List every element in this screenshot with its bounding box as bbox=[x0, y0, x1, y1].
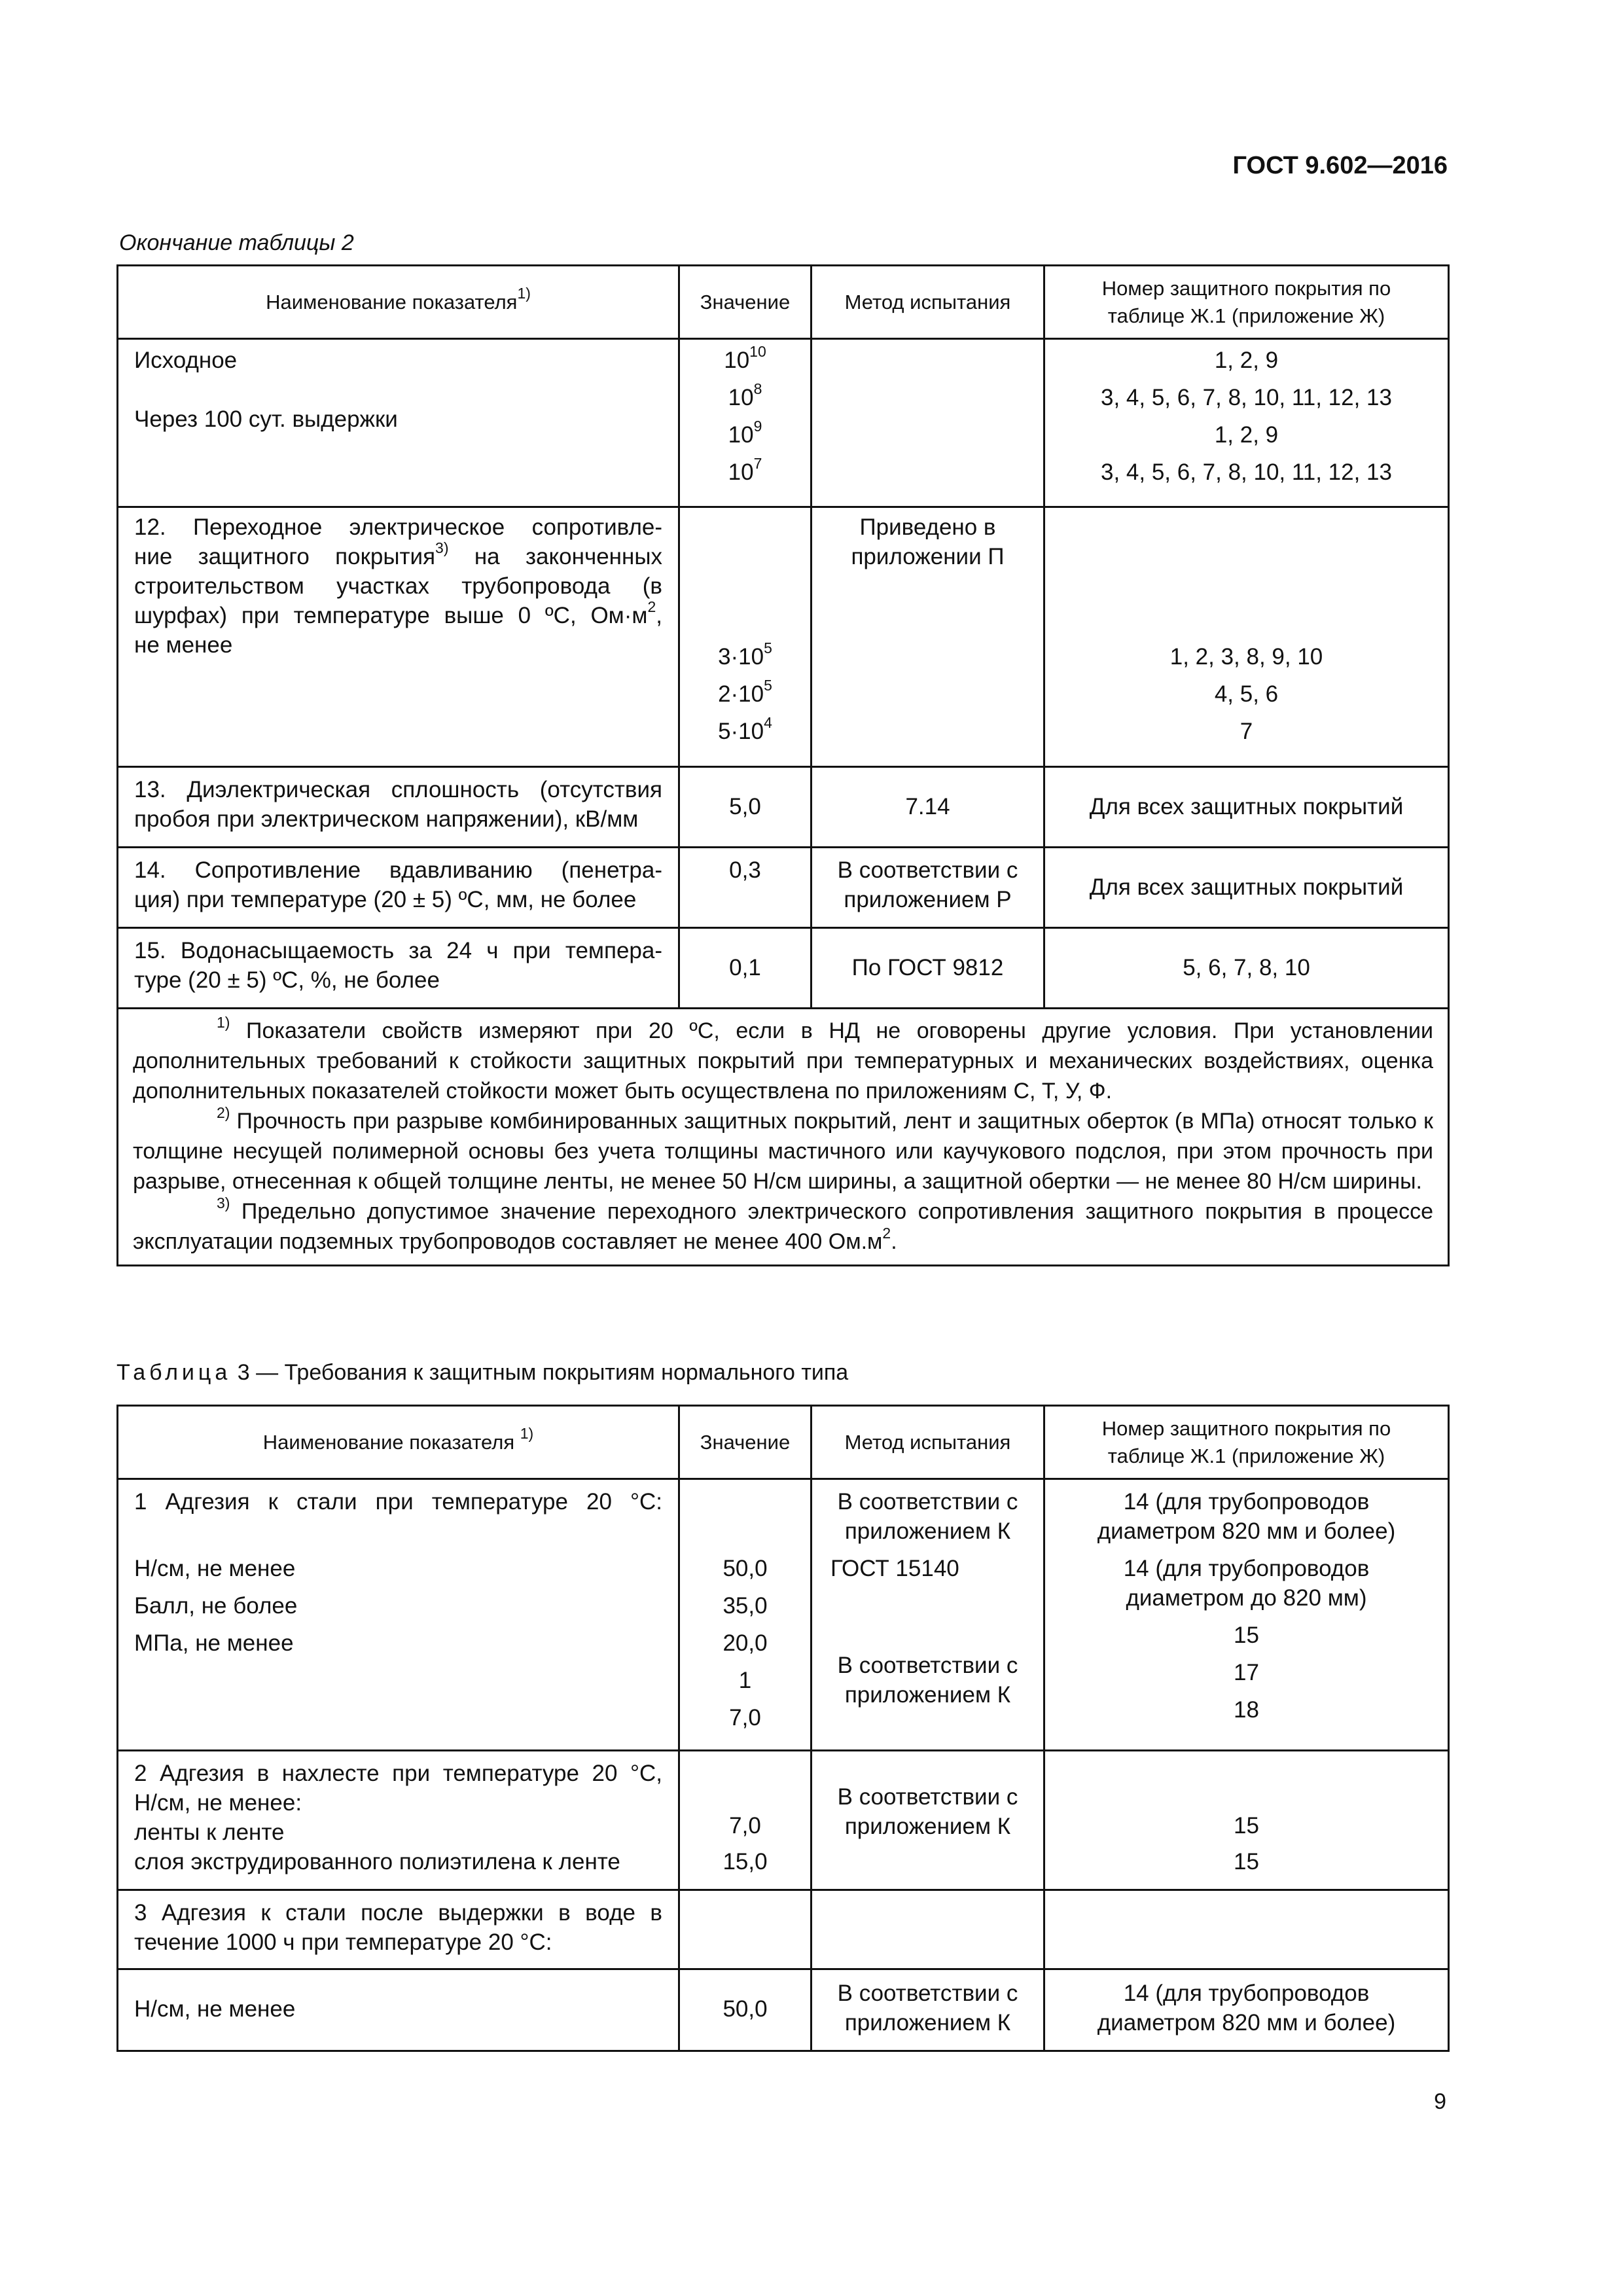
row-label: Н/см, не менее: bbox=[134, 1790, 302, 1816]
table-row bbox=[118, 507, 1449, 767]
standard-number: ГОСТ 9.602—2016 bbox=[1232, 152, 1448, 179]
value-cell: 35,0 bbox=[722, 1593, 768, 1619]
value-cell: $2\cdot 10^5$ bbox=[718, 677, 772, 707]
row-label: 13. Диэлектрическая сплошность (отсутствия bbox=[134, 777, 662, 802]
value-cell: $10^8$ bbox=[728, 380, 762, 410]
table-2 bbox=[116, 264, 1450, 1266]
method-cell: приложении П bbox=[851, 544, 1005, 569]
method-cell: приложением К bbox=[844, 1814, 1011, 1839]
value-cell: 0,1 bbox=[729, 955, 761, 980]
coating-cell: 15 bbox=[1234, 1849, 1259, 1874]
table-row bbox=[118, 928, 1449, 1009]
coating-cell: 3, 4, 5, 6, 7, 8, 10, 11, 12, 13 bbox=[1101, 385, 1392, 410]
coating-cell: диаметром 820 мм и более) bbox=[1097, 1518, 1396, 1544]
row-label: 2 Адгезия в нахлесте при температуре 20 °С, bbox=[134, 1761, 662, 1786]
header-value: Значение bbox=[679, 1406, 812, 1479]
coating-cell: диаметром до 820 мм) bbox=[1126, 1585, 1367, 1611]
method-cell: приложением К bbox=[844, 1518, 1011, 1544]
value-cell: 7,0 bbox=[729, 1813, 761, 1839]
value-cell: $10^7$ bbox=[728, 455, 762, 485]
coating-cell: Для всех защитных покрытий bbox=[1089, 794, 1404, 819]
method-cell: В соответствии с bbox=[837, 1653, 1018, 1678]
coating-cell: диаметром 820 мм и более) bbox=[1097, 2010, 1396, 2036]
row-label: Через 100 сут. выдержки bbox=[134, 406, 398, 432]
row-label: МПа, не менее bbox=[134, 1630, 294, 1656]
coating-cell: 4, 5, 6 bbox=[1214, 681, 1279, 707]
coating-cell: Для всех защитных покрытий bbox=[1089, 874, 1404, 900]
row-label: туре (20 ± 5) ºС, %, не более bbox=[134, 967, 440, 993]
row-label: 12. Переходное электрическое сопротивле- bbox=[134, 514, 662, 540]
value-cell: 7,0 bbox=[729, 1705, 761, 1731]
method-cell: В соответствии с bbox=[837, 1784, 1018, 1810]
method-cell: Приведено в bbox=[859, 514, 996, 540]
row-label: Н/см, не менее bbox=[134, 1556, 296, 1581]
coating-cell: 1, 2, 9 bbox=[1214, 422, 1279, 448]
coating-cell: 5, 6, 7, 8, 10 bbox=[1183, 955, 1310, 980]
coating-cell: 14 (для трубопроводов bbox=[1123, 1489, 1370, 1515]
row-label: 15. Водонасыщаемость за 24 ч при темпера- bbox=[134, 938, 662, 963]
row-label: 1 Адгезия к стали при температуре 20 °С: bbox=[134, 1489, 662, 1515]
row-label: слоя экструдированного полиэтилена к ленте bbox=[134, 1849, 620, 1874]
row-label: шурфах) при температуре выше 0 ºС, $Ом\cdot м^2$, bbox=[134, 598, 662, 628]
row-label: течение 1000 ч при температуре 20 °С: bbox=[134, 1929, 552, 1955]
value-cell: 50,0 bbox=[722, 1996, 768, 2022]
row-label: Исходное bbox=[134, 348, 238, 373]
header-indicator-name: Наименование показателя $^{1)}$ bbox=[118, 1406, 679, 1479]
footnote-2: $^{2)}$ Прочность при разрыве комбинированных защитных покрытий, лент и защитных оберток (в МПа) относят только к толщине несущей полимерной основы без учета толщины мастичного или каучукового подслоя, при этом прочность при разрыве, отнесенная к общей толщине ленты, не менее 50 Н/см ширины, а защитной обертки — не менее 80 Н/см ширины. bbox=[133, 1103, 1433, 1194]
table3-caption: Таблица 3 — Требования к защитным покрытиям нормального типа bbox=[116, 1360, 849, 1385]
table-row bbox=[118, 1969, 1449, 2051]
row-label: Н/см, не менее bbox=[134, 1996, 296, 2022]
value-cell: $10^{10}$ bbox=[724, 343, 766, 373]
method-cell: приложением К bbox=[844, 1682, 1011, 1708]
row-label: ние защитного покрытия$^{3)}$ на законченных bbox=[134, 539, 662, 569]
header-indicator-name: Наименование показателя$^{1)}$ bbox=[118, 266, 679, 339]
row-label: Балл, не более bbox=[134, 1593, 298, 1619]
header-coating-number: Номер защитного покрытия по таблице Ж.1 (приложение Ж) bbox=[1044, 1406, 1449, 1479]
row-label: 14. Сопротивление вдавливанию (пенетра- bbox=[134, 857, 662, 883]
table-row bbox=[118, 767, 1449, 848]
method-cell: В соответствии с bbox=[837, 1489, 1018, 1515]
value-cell: 20,0 bbox=[722, 1630, 768, 1656]
row-label: ленты к ленте bbox=[134, 1820, 285, 1845]
coating-cell: 3, 4, 5, 6, 7, 8, 10, 11, 12, 13 bbox=[1101, 459, 1392, 485]
table-3 bbox=[116, 1405, 1450, 2052]
page-number: 9 bbox=[1434, 2089, 1446, 2114]
method-cell: приложением Р bbox=[844, 887, 1012, 912]
table2-header-row bbox=[118, 266, 1449, 339]
coating-cell: 1, 2, 9 bbox=[1214, 348, 1279, 373]
table3-header-row bbox=[118, 1406, 1449, 1479]
coating-cell: 15 bbox=[1234, 1813, 1259, 1839]
value-cell: 50,0 bbox=[722, 1556, 768, 1581]
table2-continuation-caption: Окончание таблицы 2 bbox=[119, 230, 354, 255]
table-row bbox=[118, 1751, 1449, 1890]
coating-cell: 1, 2, 3, 8, 9, 10 bbox=[1169, 644, 1323, 670]
table-row bbox=[118, 339, 1449, 507]
footnote-1: $^{1)}$ Показатели свойств измеряют при 20 ºС, если в НД не оговорены другие условия. При установлении дополнительных требований к стойкости защитных покрытий при температурных и механических воздействиях, оценка дополнительных показателей стойкости может быть осуществлена по приложениям С, Т, У, Ф. bbox=[133, 1013, 1433, 1103]
table-row bbox=[118, 1479, 1449, 1751]
header-test-method: Метод испытания bbox=[812, 266, 1044, 339]
row-label: не менее bbox=[134, 632, 233, 658]
coating-cell: 15 bbox=[1234, 1623, 1259, 1648]
method-cell: В соответствии с bbox=[837, 857, 1018, 883]
method-cell: 7.14 bbox=[905, 794, 950, 819]
method-cell: приложением К bbox=[844, 2010, 1011, 2036]
footnote-3: $^{3)}$ Предельно допустимое значение переходного электрического сопротивления защитного покрытия в процессе эксплуатации подземных трубопроводов составляет не менее 400 $Ом.м^2$. bbox=[133, 1194, 1433, 1254]
coating-cell: 17 bbox=[1234, 1660, 1259, 1685]
value-cell: 5,0 bbox=[729, 794, 761, 819]
header-value: Значение bbox=[679, 266, 812, 339]
method-cell: По ГОСТ 9812 bbox=[851, 955, 1004, 980]
method-cell: ГОСТ 15140 bbox=[830, 1556, 959, 1581]
value-cell: $10^9$ bbox=[728, 418, 762, 448]
row-label: строительством участках трубопровода (в bbox=[134, 573, 662, 599]
header-test-method: Метод испытания bbox=[812, 1406, 1044, 1479]
method-cell: В соответствии с bbox=[837, 1981, 1018, 2006]
value-cell: $5\cdot 10^4$ bbox=[718, 714, 772, 744]
coating-cell: 14 (для трубопроводов bbox=[1123, 1556, 1370, 1581]
value-cell: 15,0 bbox=[722, 1849, 768, 1874]
row-label: пробоя при электрическом напряжении), кВ/мм bbox=[134, 806, 639, 832]
table-row bbox=[118, 848, 1449, 928]
value-cell: 0,3 bbox=[729, 857, 761, 883]
coating-cell: 18 bbox=[1234, 1697, 1259, 1723]
coating-cell: 14 (для трубопроводов bbox=[1123, 1981, 1370, 2006]
row-label: ция) при температуре (20 ± 5) ºС, мм, не более bbox=[134, 887, 637, 912]
footnotes-row bbox=[118, 1009, 1449, 1266]
value-cell: 1 bbox=[738, 1668, 752, 1693]
coating-cell: 7 bbox=[1240, 719, 1253, 744]
value-cell: $3\cdot 10^5$ bbox=[718, 639, 772, 670]
row-label: 3 Адгезия к стали после выдержки в воде в bbox=[134, 1900, 662, 1926]
table-row bbox=[118, 1890, 1449, 1969]
header-coating-number: Номер защитного покрытия по таблице Ж.1 (приложение Ж) bbox=[1044, 266, 1449, 339]
